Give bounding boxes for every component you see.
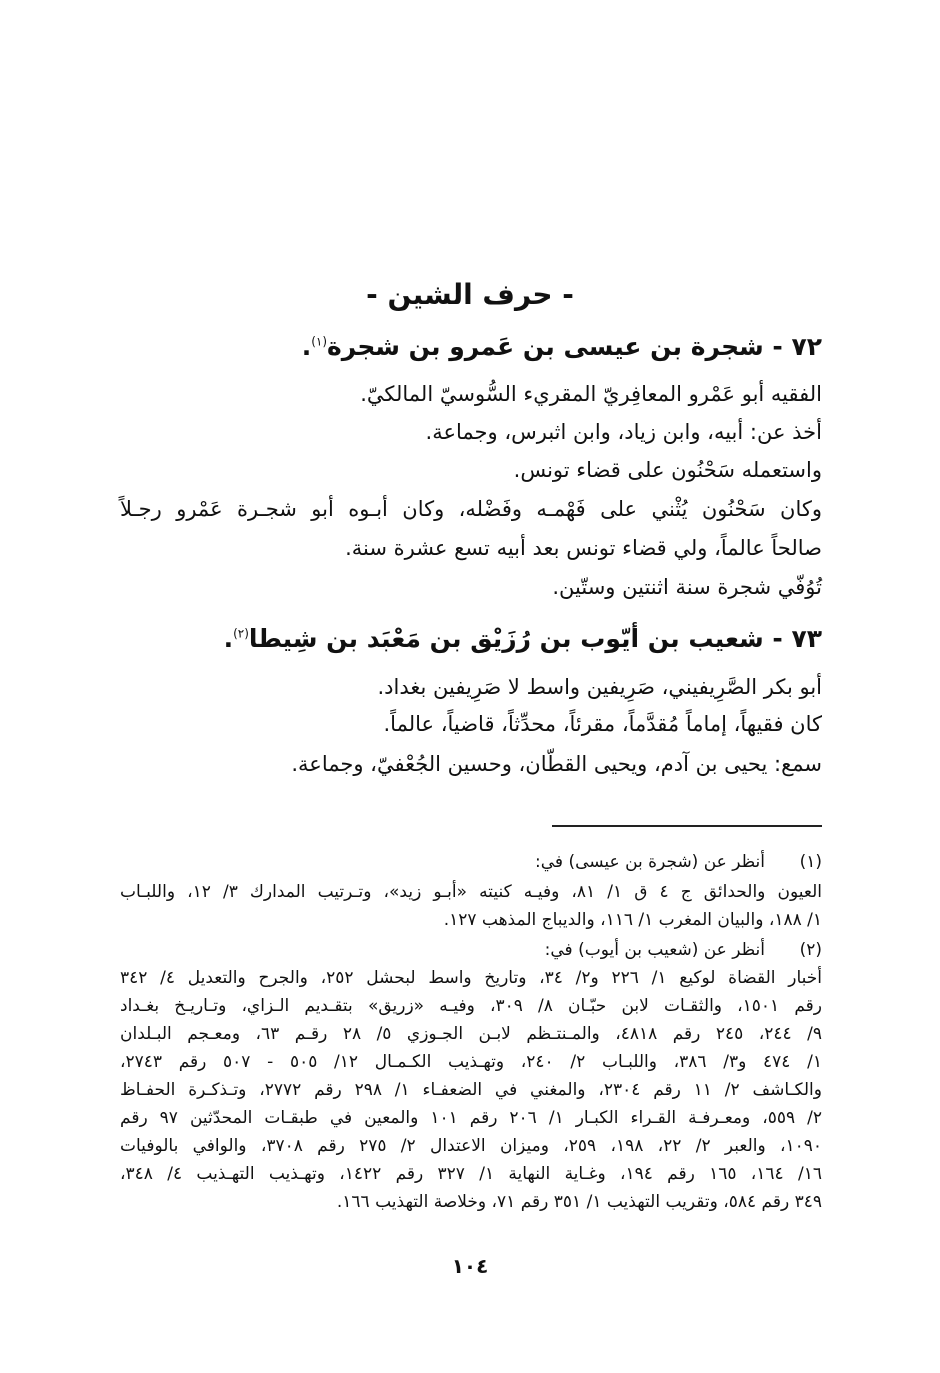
footnote-line: والكـاشف ٢/ ١١ رقم ٢٣٠٤، والمغني في الضعفـاء ١/ ٢٩٨ رقم ٢٧٧٢، وتـذكـرة الحفـاظ (120, 1080, 822, 1100)
entry-line: الفقيه أبو عَمْرو المعافِريّ المقريء السُّوسيّ المالكيّ. (360, 382, 822, 406)
entry-line: أبو بكر الصَّرِيفيني، صَرِيفين واسط لا صَرِيفين بغداد. (377, 675, 822, 699)
footnote-line: ٢/ ٥٥٩، ومعـرفـة القـراء الكبـار ١/ ٢٠٦ رقم ١٠١ والمعين في طبقـات المحدّثين ٩٧ رقم (120, 1108, 823, 1128)
footnote-line: العيون والحدائق ج ٤ ق ١/ ٨١، وفيـه كنيته «أبـو زيد»، وتـرتيب المدارك ٣/ ١٢، واللبـاب (120, 882, 822, 902)
entry-line: صالحاً عالماً، ولي قضاء تونس بعد أبيه تسع عشرة سنة. (345, 536, 822, 560)
footnote-line: ٩/ ٢٤٤، ٢٤٥ رقم ٤٨١٨، والمـنتـظم لابـن الجـوزي ٥/ ٢٨ رقـم ٦٣، ومعـجم البـلدان (120, 1024, 822, 1044)
section-heading: - حرف الشين - (366, 278, 574, 311)
footnote-separator (552, 825, 822, 827)
entry-title-72: ٧٢ - شجرة بن عيسى بن عَمرو بن شجرة$^{(١)}$. (301, 332, 822, 361)
entry-line: تُوُفّي شجرة سنة اثنتين وستّين. (552, 575, 822, 599)
footnote-line: ٣٤٩ رقم ٥٨٤، وتقريب التهذيب ١/ ٣٥١ رقم ٧١، وخلاصة التهذيب ١٦٦. (336, 1192, 822, 1212)
footnote-line: أخبار القضاة لوكيع ١/ ٢٢٦ و٢/ ٣٤، وتاريخ واسط لبحشل ٢٥٢، والجرح والتعديل ٤/ ٣٤٢ (120, 968, 822, 988)
footnote-line: ١/ ٤٧٤ و٣/ ٣٨٦، واللبـاب ٢/ ٢٤٠، وتهـذيب الكـمـال ١٢/ ٥٠٥ - ٥٠٧ رقم ٢٧٤٣، (120, 1052, 822, 1072)
entry-title-text: ٧٣ - شعيب بن أيّوب بن رُزَيْق بن مَعْبَد بن شِيطا (248, 624, 822, 653)
footnote-line: ١/ ١٨٨، والبيان المغرب ١/ ١١٦، والديباج المذهب ١٢٧. (443, 910, 822, 930)
entry-line: وكان سَحْنُون يُثْني على فَهْمـه وفَضْله، وكان أبـوه أبو شجـرة عَمْرو رجـلاً (120, 497, 822, 521)
page-number: ١٠٤ (451, 1254, 489, 1278)
entry-line: كان فقيهاً، إماماً مُقدَّماً، مقرئاً، محدِّثاً، قاضياً، عالماً. (383, 712, 822, 736)
entry-line: سمع: يحيى بن آدم، ويحيى القطّان، وحسين الجُعْفيّ، وجماعة. (291, 752, 822, 776)
footnote-line: ١٦/ ١٦٤، ١٦٥ رقم ١٩٤، وغـاية النهاية ١/ ٣٢٧ رقم ١٤٢٢، وتهـذيب التهـذيب ٤/ ٣٤٨، (120, 1164, 822, 1184)
entry-title-text: ٧٢ - شجرة بن عيسى بن عَمرو بن شجرة (327, 332, 822, 361)
footnote-marker: (٢) (233, 626, 249, 641)
footnote-line: أنظر عن (شجرة بن عيسى) في: (535, 852, 765, 872)
entry-title-73: ٧٣ - شعيب بن أيّوب بن رُزَيْق بن مَعْبَد بن شِيطا$^{(٢)}$. (223, 624, 822, 653)
footnote-number: (٢) (799, 940, 822, 960)
entry-line: أخذ عن: أبيه، وابن زياد، وابن اثبرس، وجماعة. (425, 420, 822, 444)
footnote-line: أنظر عن (شعيب بن أيوب) في: (544, 940, 765, 960)
footnote-line: ١٠٩٠، والعبر ٢/ ٢٢، ١٩٨، ٢٥٩، وميزان الاعتدال ٢/ ٢٧٥ رقم ٣٧٠٨، والوافي بالوفيات (120, 1136, 823, 1156)
footnote-marker: (١) (311, 334, 328, 349)
footnote-line: رقم ١٥٠١، والثقـات لابن حبّـان ٨/ ٣٠٩، وفيـه «زريق» بتقـديم الـزاي، وتـاريـخ بغـداد (120, 996, 822, 1016)
entry-line: واستعمله سَحْنُون على قضاء تونس. (513, 458, 822, 482)
footnote-number: (١) (799, 852, 822, 872)
